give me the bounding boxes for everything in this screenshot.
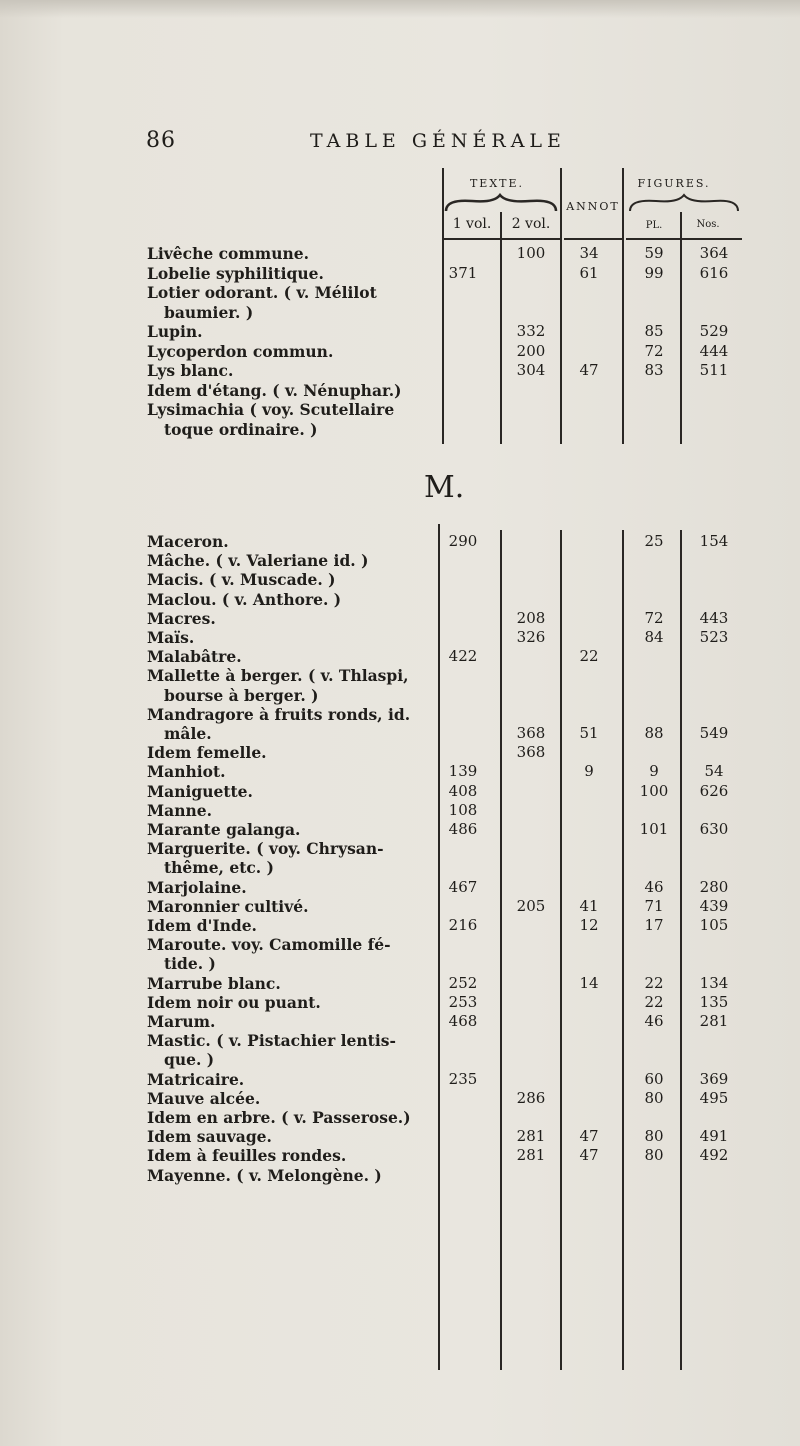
entry-label: Idem noir ou puant. [147, 992, 321, 1012]
entry-label: Maïs. [147, 628, 195, 647]
cell-annot: 47 [579, 361, 599, 379]
cell-v1: 252 [448, 973, 478, 992]
header-pl: PL. [645, 220, 663, 231]
entry-continuation: baumier. ) [164, 302, 254, 322]
index-row [0, 264, 800, 284]
cell-v2: 205 [516, 896, 546, 915]
cell-pl: 72 [644, 608, 664, 627]
cell-pl: 72 [644, 341, 664, 360]
header-nos: Nos. [696, 219, 720, 230]
entry-label: Maroute. voy. Camomille fé- [147, 935, 391, 955]
cell-pl: 71 [644, 896, 664, 915]
index-row [0, 801, 800, 821]
index-row [0, 303, 800, 323]
index-row [0, 743, 800, 763]
entry-label: Lupin. [147, 322, 203, 341]
index-row [0, 361, 800, 381]
cell-nos: 280 [699, 877, 729, 896]
cell-nos: 443 [699, 608, 729, 627]
index-row [0, 570, 800, 590]
cell-nos: 134 [699, 973, 729, 992]
entry-label: Maronnier cultivé. [147, 896, 309, 916]
cell-pl: 80 [644, 1088, 664, 1107]
cell-annot: 34 [579, 244, 599, 262]
cell-nos: 616 [699, 263, 729, 282]
entry-label: Manne. [147, 800, 212, 820]
index-row [0, 342, 800, 362]
entry-label: Marrube blanc. [147, 973, 281, 993]
cell-v2: 326 [516, 628, 546, 646]
entry-label: Marante galanga. [147, 820, 301, 839]
cell-annot: 9 [584, 762, 594, 781]
index-row [0, 420, 800, 440]
index-row [0, 590, 800, 610]
entry-label: Matricaire. [147, 1069, 245, 1089]
cell-annot: 47 [579, 1146, 599, 1165]
entry-label: Mallette à berger. ( v. Thlaspi, [147, 666, 409, 686]
cell-annot: 12 [579, 916, 599, 934]
index-row [0, 244, 800, 264]
cell-v2: 368 [516, 743, 546, 762]
cell-v2: 368 [516, 724, 546, 742]
cell-nos: 491 [699, 1127, 729, 1146]
cell-nos: 630 [699, 820, 729, 838]
entry-label: Idem à feuilles rondes. [147, 1146, 347, 1166]
entry-label: Manhiot. [147, 762, 226, 782]
cell-nos: 281 [699, 1012, 729, 1030]
cell-pl: 46 [644, 1012, 664, 1030]
index-row [0, 609, 800, 629]
cell-annot: 41 [579, 896, 599, 915]
cell-pl: 85 [644, 322, 664, 340]
index-row [0, 1108, 800, 1128]
cell-pl: 80 [644, 1146, 664, 1165]
cell-nos: 364 [699, 244, 729, 262]
entry-label: Lycoperdon commun. [147, 341, 334, 361]
cell-v1: 290 [448, 532, 478, 550]
cell-v1: 467 [448, 877, 478, 896]
index-row [0, 1089, 800, 1109]
cell-nos: 135 [699, 992, 729, 1011]
cell-nos: 549 [699, 724, 729, 742]
cell-v1: 468 [448, 1012, 478, 1030]
cell-pl: 84 [644, 628, 664, 646]
entry-label: Mastic. ( v. Pistachier lentis- [147, 1031, 396, 1051]
entry-label: Lotier odorant. ( v. Mélilot [147, 283, 377, 302]
cell-annot: 14 [579, 973, 599, 992]
cell-v2: 286 [516, 1088, 546, 1107]
cell-pl: 46 [644, 877, 664, 896]
cell-v2: 208 [516, 608, 546, 627]
header-texte: TEXTE. [469, 177, 525, 190]
cell-pl: 25 [644, 532, 664, 550]
index-row [0, 283, 800, 303]
entry-label: Idem d'étang. ( v. Nénuphar.) [147, 380, 402, 400]
cell-v1: 216 [448, 916, 478, 934]
index-row [0, 897, 800, 917]
cell-annot: 61 [579, 263, 599, 282]
index-row [0, 878, 800, 898]
entry-label: Lobelie syphilitique. [147, 263, 324, 283]
entry-label: Maceron. [147, 532, 229, 551]
cell-v1: 408 [448, 781, 478, 800]
cell-v1: 108 [448, 800, 478, 819]
cell-nos: 511 [699, 361, 729, 379]
index-row [0, 858, 800, 878]
cell-v2: 304 [516, 361, 546, 379]
cell-nos: 439 [699, 896, 729, 915]
index-row [0, 782, 800, 802]
cell-pl: 9 [649, 762, 659, 781]
cell-v2: 281 [516, 1146, 546, 1165]
index-row [0, 1050, 800, 1070]
cell-pl: 60 [644, 1069, 664, 1088]
cell-nos: 154 [699, 532, 729, 550]
cell-pl: 59 [644, 244, 664, 262]
cell-v2: 100 [516, 244, 546, 262]
entry-continuation: mâle. [164, 724, 212, 743]
index-row [0, 381, 800, 401]
index-row [0, 666, 800, 686]
cell-nos: 492 [699, 1146, 729, 1165]
entry-label: Idem femelle. [147, 743, 267, 763]
cell-v1: 139 [448, 762, 478, 781]
index-row [0, 974, 800, 994]
entry-label: Idem sauvage. [147, 1127, 272, 1147]
entry-label: Maniguette. [147, 781, 253, 801]
entry-continuation: bourse à berger. ) [164, 685, 319, 705]
index-row [0, 322, 800, 342]
cell-v1: 422 [448, 647, 478, 666]
cell-v1: 235 [448, 1069, 478, 1088]
entry-label: Lys blanc. [147, 361, 234, 380]
entry-label: Mandragore à fruits ronds, id. [147, 704, 411, 724]
index-row [0, 532, 800, 552]
header-annot: ANNOT [566, 200, 620, 213]
header-vol2: 2 vol. [511, 216, 551, 232]
cell-nos: 54 [704, 762, 724, 781]
entry-label: Malabâtre. [147, 647, 242, 667]
index-row [0, 762, 800, 782]
index-row [0, 647, 800, 667]
index-row [0, 686, 800, 706]
index-row [0, 839, 800, 859]
page-number: 86 [146, 128, 176, 153]
cell-nos: 444 [699, 341, 729, 360]
entry-label: Mâche. ( v. Valeriane id. ) [147, 551, 369, 571]
entry-label: Macis. ( v. Muscade. ) [147, 570, 336, 590]
cell-v2: 200 [516, 341, 546, 360]
index-row [0, 400, 800, 420]
cell-nos: 626 [699, 781, 729, 800]
cell-nos: 105 [699, 916, 729, 934]
cell-annot: 22 [579, 647, 599, 666]
cell-v1: 253 [448, 992, 478, 1011]
entry-label: Marum. [147, 1012, 216, 1031]
index-row [0, 916, 800, 936]
entry-label: Mayenne. ( v. Melongène. ) [147, 1165, 382, 1185]
index-row [0, 1166, 800, 1186]
index-row [0, 724, 800, 744]
entry-label: Marguerite. ( voy. Chrysan- [147, 839, 384, 859]
cell-annot: 47 [579, 1127, 599, 1146]
entry-continuation: tide. ) [164, 954, 216, 974]
cell-nos: 495 [699, 1088, 729, 1107]
index-row [0, 705, 800, 725]
index-row [0, 1146, 800, 1166]
index-row [0, 1012, 800, 1032]
entry-label: Idem en arbre. ( v. Passerose.) [147, 1108, 411, 1127]
entry-label: Maclou. ( v. Anthore. ) [147, 589, 342, 609]
index-row [0, 628, 800, 648]
entry-continuation: que. ) [164, 1050, 215, 1070]
entry-continuation: toque ordinaire. ) [164, 419, 318, 439]
cell-pl: 99 [644, 263, 664, 282]
cell-pl: 88 [644, 724, 664, 742]
cell-pl: 22 [644, 973, 664, 992]
entry-label: Marjolaine. [147, 877, 247, 897]
index-row [0, 1127, 800, 1147]
cell-v1: 371 [448, 263, 478, 282]
entry-label: Livêche commune. [147, 244, 309, 263]
index-row [0, 820, 800, 840]
cell-nos: 369 [699, 1069, 729, 1088]
cell-pl: 17 [644, 916, 664, 934]
entry-label: Lysimachia ( voy. Scutellaire [147, 400, 395, 419]
cell-pl: 101 [639, 820, 669, 838]
cell-pl: 22 [644, 992, 664, 1011]
cell-pl: 100 [639, 781, 669, 800]
index-row [0, 1031, 800, 1051]
index-row [0, 993, 800, 1013]
cell-v2: 332 [516, 322, 546, 340]
entry-label: Mauve alcée. [147, 1088, 261, 1108]
cell-annot: 51 [579, 724, 599, 742]
entry-continuation: thême, etc. ) [164, 858, 274, 878]
entry-label: Idem d'Inde. [147, 916, 257, 935]
cell-pl: 83 [644, 361, 664, 379]
cell-pl: 80 [644, 1127, 664, 1146]
header-figures: FIGURES. [637, 177, 711, 190]
section-letter: M. [424, 470, 465, 505]
cell-v1: 486 [448, 820, 478, 838]
cell-v2: 281 [516, 1127, 546, 1146]
cell-nos: 529 [699, 322, 729, 340]
cell-nos: 523 [699, 628, 729, 646]
index-row [0, 1070, 800, 1090]
index-row [0, 551, 800, 571]
index-row [0, 935, 800, 955]
running-title: TABLE GÉNÉRALE [310, 130, 566, 152]
index-row [0, 954, 800, 974]
header-vol1: 1 vol. [452, 216, 492, 232]
entry-label: Macres. [147, 608, 216, 628]
